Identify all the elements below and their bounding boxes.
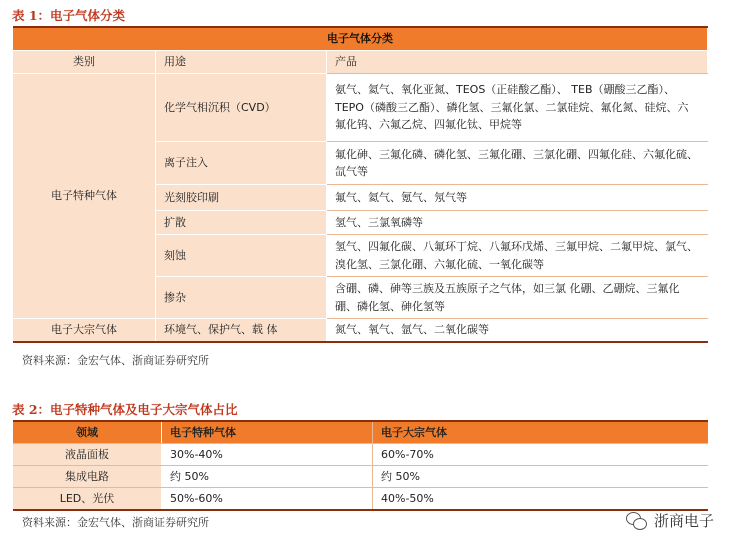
header-use: 用途 — [156, 51, 327, 74]
use-cell: 化学气相沉积（CVD） — [156, 74, 327, 142]
bulk-share-cell: 40%-50% — [373, 488, 709, 511]
category-cell: 电子大宗气体 — [13, 319, 156, 342]
table1-title: 电子气体分类 — [13, 27, 708, 51]
product-cell: 氟气、氦气、氪气、氖气等 — [327, 185, 708, 211]
header-category: 类别 — [13, 51, 156, 74]
table1-header-row — [13, 51, 708, 74]
use-cell: 刻蚀 — [156, 235, 327, 277]
header-product: 产品 — [327, 51, 708, 74]
product-cell: 氢气、三氯氧磷等 — [327, 211, 708, 235]
table2-source: 资料来源：金宏气体、浙商证券研究所 — [22, 516, 209, 529]
watermark — [626, 510, 714, 531]
field-cell: 液晶面板 — [13, 444, 162, 466]
use-cell: 离子注入 — [156, 142, 327, 185]
table1-source: 资料来源：金宏气体、浙商证券研究所 — [22, 354, 209, 367]
header-special-gas: 电子特种气体 — [162, 421, 373, 444]
product-cell: 氢气、四氟化碳、八氟环丁烷、八氟环戊烯、三氟甲烷、二氟甲烷、氯气、溴化氢、三氯化硼、六氟化硫、一氧化碳等 — [327, 235, 708, 277]
header-field: 领域 — [13, 421, 162, 444]
gas-share-table — [13, 420, 708, 511]
watermark-text: 浙商电子 — [653, 512, 714, 530]
table-row — [13, 74, 708, 142]
table-row — [13, 466, 708, 488]
table2-header-row — [13, 421, 708, 444]
field-cell: 集成电路 — [13, 466, 162, 488]
special-share-cell: 30%-40% — [162, 444, 373, 466]
header-bulk-gas: 电子大宗气体 — [373, 421, 709, 444]
bulk-share-cell: 60%-70% — [373, 444, 709, 466]
special-share-cell: 约 50% — [162, 466, 373, 488]
table1-caption: 表 1：电子气体分类 — [12, 8, 126, 23]
category-cell: 电子特种气体 — [13, 74, 156, 319]
use-cell: 掺杂 — [156, 277, 327, 319]
use-cell: 扩散 — [156, 211, 327, 235]
table-row — [13, 488, 708, 511]
table-row — [13, 444, 708, 466]
product-cell: 氮气、氧气、氩气、二氧化碳等 — [327, 319, 708, 342]
product-cell: 氟化砷、三氟化磷、磷化氢、三氟化硼、三氯化硼、四氟化硅、六氟化硫、氙气等 — [327, 142, 708, 185]
special-share-cell: 50%-60% — [162, 488, 373, 511]
table-row — [13, 319, 708, 342]
table1-title-row — [13, 27, 708, 51]
product-cell: 含硼、磷、砷等三族及五族原子之气体，如三氯 化硼、乙硼烷、三氟化硼、磷化氢、砷化氢等 — [327, 277, 708, 319]
table2-caption: 表 2：电子特种气体及电子大宗气体占比 — [12, 402, 238, 417]
use-cell: 光刻胶印刷 — [156, 185, 327, 211]
gas-classification-table — [13, 26, 708, 343]
use-cell: 环境气、保护气、载 体 — [156, 319, 327, 342]
field-cell: LED、光伏 — [13, 488, 162, 511]
bulk-share-cell: 约 50% — [373, 466, 709, 488]
wechat-icon — [626, 511, 648, 531]
product-cell: 氨气、氦气、氧化亚氮、TEOS（正硅酸乙酯）、 TEB（硼酸三乙酯）、TEPO（磷酸三乙酯）、磷化氢、三氟化氯、二氯硅烷、氟化氮、硅烷、六 氟化钨、六氟乙烷、四氟化钛、甲烷等 — [327, 74, 708, 142]
